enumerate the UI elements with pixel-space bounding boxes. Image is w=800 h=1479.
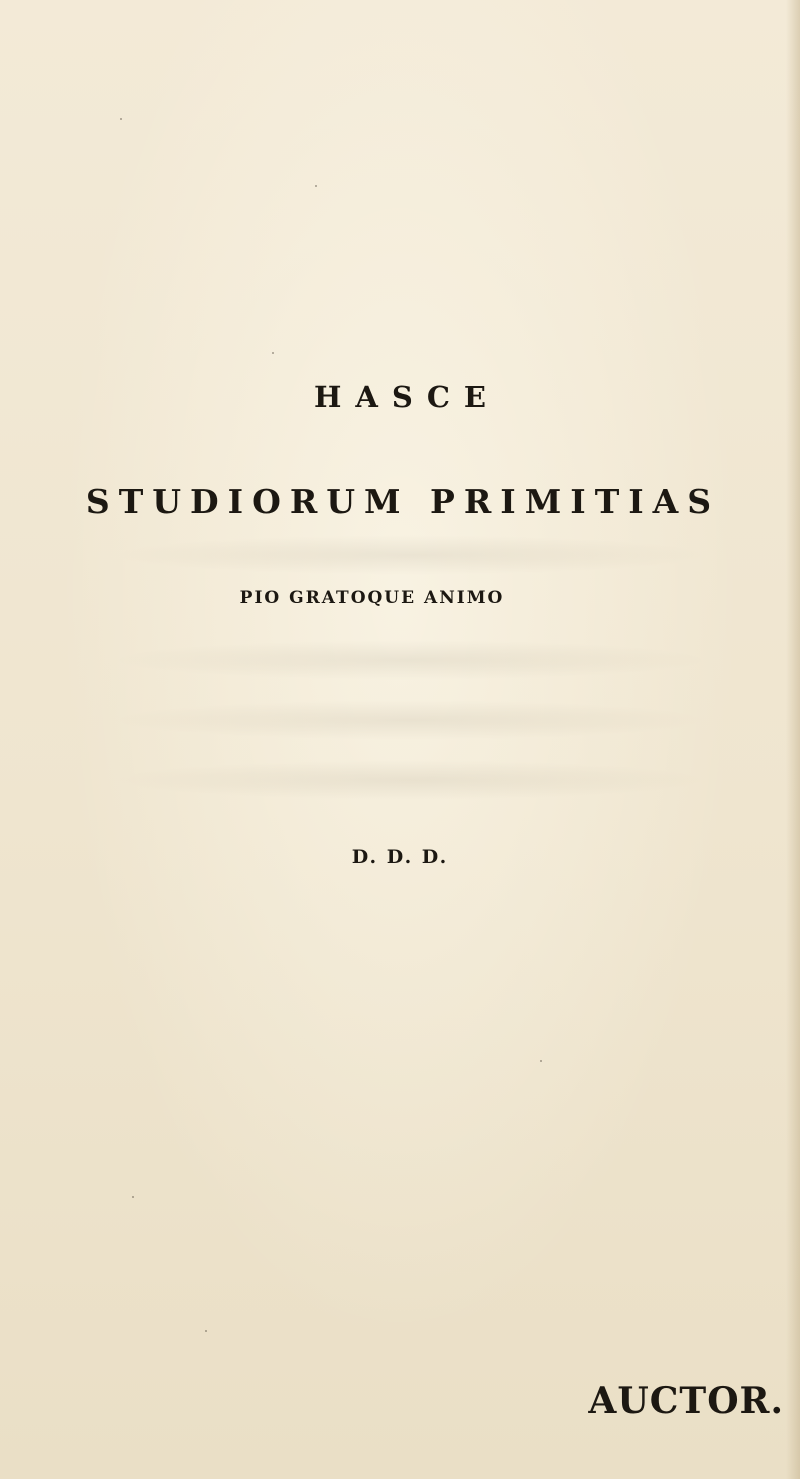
author-signature: AUCTOR. <box>588 1380 784 1422</box>
show-through-mark <box>110 535 710 575</box>
show-through-mark <box>110 640 710 680</box>
paper-speck <box>205 1330 207 1332</box>
show-through-mark <box>110 760 710 800</box>
paper-speck <box>120 118 122 120</box>
dedication-line-hasce: HASCE <box>313 380 501 414</box>
dedication-line-pio-gratoque-animo: PIO GRATOQUE ANIMO <box>239 588 505 608</box>
paper-speck <box>132 1196 134 1198</box>
page-edge-shadow <box>786 0 800 1479</box>
show-through-mark <box>110 700 710 740</box>
paper-speck <box>272 352 274 354</box>
dedication-line-studiorum-primitias: STUDIORUM PRIMITIAS <box>85 482 721 521</box>
paper-speck <box>315 185 317 187</box>
dedication-initials: D. D. D. <box>351 846 449 868</box>
paper-speck <box>540 1060 542 1062</box>
